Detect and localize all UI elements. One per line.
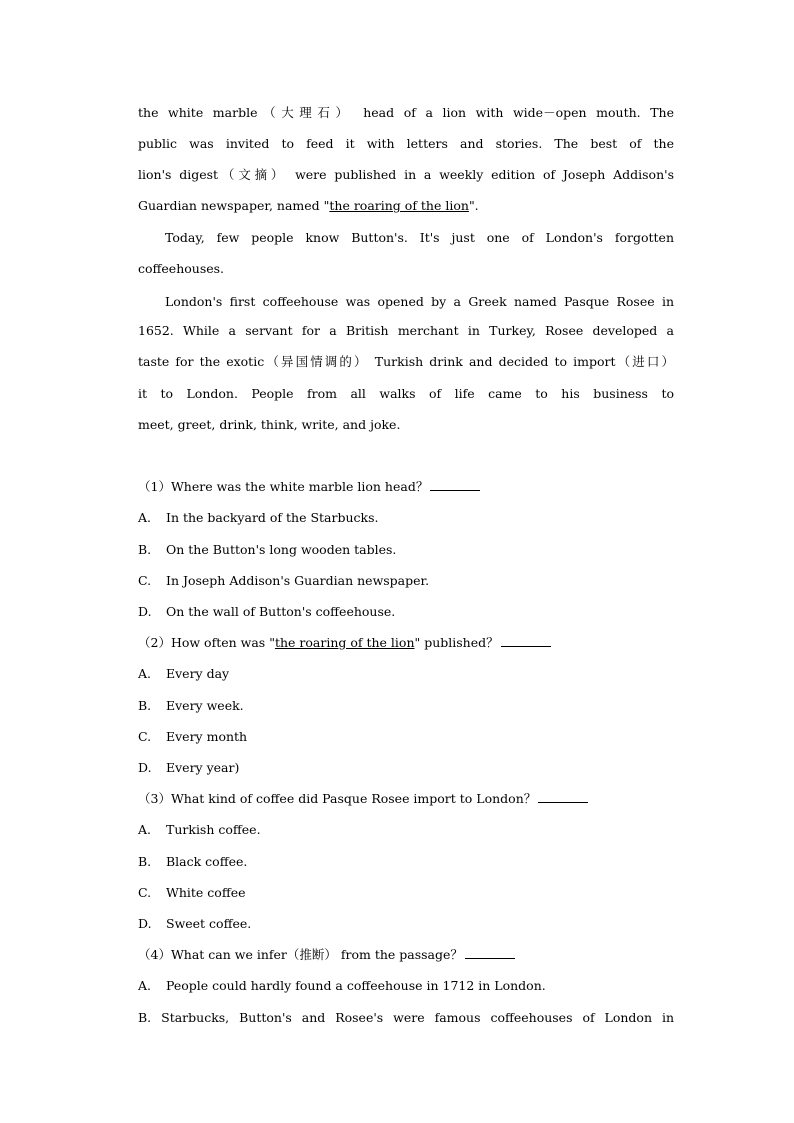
option-letter: A. — [138, 666, 152, 681]
option-text: On the wall of Button's coffeehouse. — [166, 604, 396, 619]
passage-line: lion's digest（文摘） were published in a weekly edition of Joseph Addison's — [138, 167, 674, 182]
answer-option[interactable] — [138, 977, 674, 995]
option-text: In Joseph Addison's Guardian newspaper. — [166, 573, 430, 588]
answer-option[interactable] — [138, 821, 674, 839]
passage-line: meet, greet, drink, think, write, and joke. — [138, 417, 401, 432]
answer-blank[interactable] — [430, 478, 480, 491]
option-text: People could hardly found a coffeehouse in 1712 in London. — [166, 978, 546, 993]
answer-option[interactable] — [138, 509, 674, 527]
passage-text: Guardian newspaper, named " — [138, 198, 330, 213]
passage-line: coffeehouses. — [138, 261, 225, 276]
answer-option[interactable] — [138, 665, 674, 683]
option-text: White coffee — [166, 885, 246, 900]
option-text: In the backyard of the Starbucks. — [166, 510, 379, 525]
option-text: Every month — [166, 729, 248, 744]
option-text: Every day — [166, 666, 230, 681]
column-title-underlined: the roaring of the lion — [329, 198, 469, 213]
answer-option[interactable] — [138, 759, 674, 777]
answer-option[interactable] — [138, 884, 674, 902]
question-stem: （1）Where was the white marble lion head？ — [138, 478, 674, 496]
answer-option[interactable] — [138, 915, 674, 933]
answer-blank[interactable] — [465, 946, 515, 959]
column-title-underlined: the roaring of the lion — [274, 635, 415, 650]
option-letter: C. — [138, 885, 152, 900]
option-text: Starbucks, Button's and Rosee's were famous coffeehouses of London in — [161, 1010, 674, 1025]
passage-line: London's first coffeehouse was opened by a Greek named Pasque Rosee in — [165, 294, 674, 309]
answer-blank[interactable] — [538, 790, 588, 803]
passage-text: ". — [468, 198, 479, 213]
option-letter: D. — [138, 916, 152, 931]
option-letter: D. — [138, 604, 152, 619]
passage-line: public was invited to feed it with letters and stories. The best of the — [138, 136, 674, 151]
option-letter: B. — [138, 698, 152, 713]
option-letter: A. — [138, 978, 152, 993]
option-text: Every week. — [166, 698, 244, 713]
answer-option[interactable] — [138, 853, 674, 871]
answer-option[interactable] — [138, 603, 674, 621]
question-stem: （4）What can we infer（推断） from the passage？ — [138, 946, 674, 964]
passage-line: the white marble（大理石） head of a lion with wide－open mouth. The — [138, 105, 674, 120]
passage-line: Today, few people know Button's. It's just one of London's forgotten — [165, 230, 674, 245]
passage-line: taste for the exotic（异国情调的） Turkish drink and decided to import（进口） — [138, 354, 674, 369]
option-letter: B. — [138, 1010, 152, 1025]
answer-option[interactable] — [138, 541, 674, 559]
question-stem: （3）What kind of coffee did Pasque Rosee import to London？ — [138, 790, 674, 808]
answer-blank[interactable] — [501, 634, 551, 647]
answer-option[interactable] — [138, 697, 674, 715]
option-letter: B. — [138, 854, 152, 869]
answer-option[interactable] — [138, 728, 674, 746]
option-letter: A. — [138, 822, 152, 837]
option-text: Turkish coffee. — [166, 822, 261, 837]
option-letter: B. — [138, 542, 152, 557]
option-letter: A. — [138, 510, 152, 525]
option-text: On the Button's long wooden tables. — [166, 542, 397, 557]
option-letter: C. — [138, 573, 152, 588]
answer-option[interactable] — [138, 572, 674, 590]
option-text: Sweet coffee. — [166, 916, 252, 931]
option-letter: C. — [138, 729, 152, 744]
option-text: Black coffee. — [166, 854, 248, 869]
option-letter: D. — [138, 760, 152, 775]
passage-line: it to London. People from all walks of life came to his business to — [138, 386, 674, 401]
option-text: Every year) — [166, 760, 240, 775]
answer-option[interactable] — [138, 1009, 674, 1027]
passage-line — [138, 197, 674, 215]
passage-line: 1652. While a servant for a British merchant in Turkey, Rosee developed a — [138, 323, 674, 338]
question-stem: （2）How often was "the roaring of the lion" published？ — [138, 634, 674, 652]
